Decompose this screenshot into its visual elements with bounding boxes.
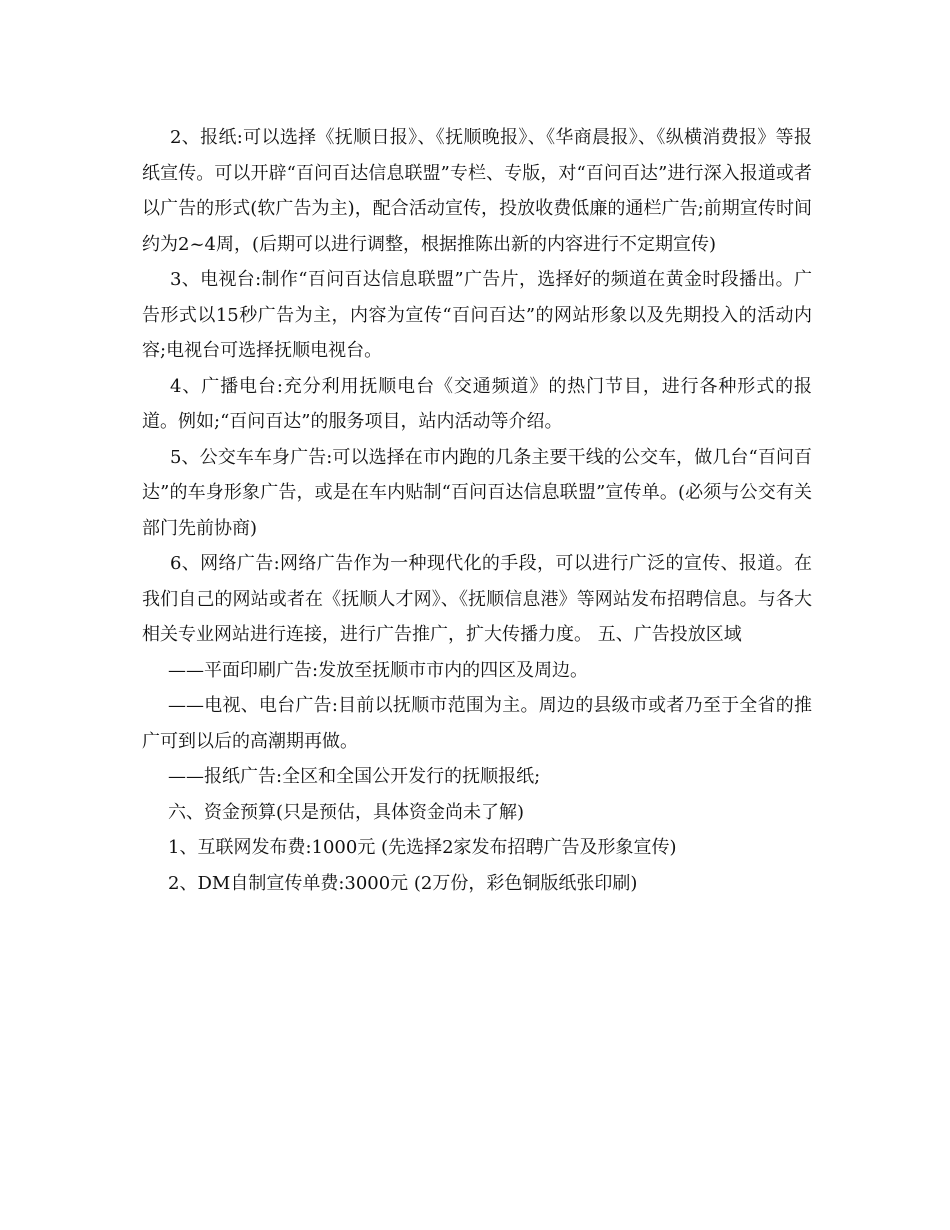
budget-item-dm-flyer: 2、DM自制宣传单费:3000元 (2万份，彩色铜版纸张印刷) — [168, 872, 638, 894]
paragraph-print-area: ——平面印刷广告:发放至抚顺市市内的四区及周边。 — [168, 659, 589, 681]
paragraph-online-ads: 6、网络广告:网络广告作为一种现代化的手段，可以进行广泛的宣传、报道。在我们自己的网站或者在《抚顺人才网》、《抚顺信息港》等网站发布招聘信息。与各大相关专业网站进行连接，进行广告推广，扩大传播力度。 五、广告投放区域 — [142, 553, 812, 645]
paragraph-television: 3、电视台:制作“百问百达信息联盟”广告片，选择好的频道在黄金时段播出。广告形式以15秒广告为主，内容为宣传“百问百达”的网站形象以及先期投入的活动内容;电视台可选择抚顺电视台。 — [142, 269, 812, 361]
paragraph-newspaper: 2、报纸:可以选择《抚顺日报》、《抚顺晚报》、《华商晨报》、《纵横消费报》等报纸宣传。可以开辟“百问百达信息联盟”专栏、专版，对“百问百达”进行深入报道或者以广告的形式(软广告为主)，配合活动宣传，投放收费低廉的通栏广告;前期宣传时间约为2~4周，(后期可以进行调整，根据推陈出新的内容进行不定期宣传) — [142, 127, 812, 255]
paragraph-radio: 4、广播电台:充分利用抚顺电台《交通频道》的热门节目，进行各种形式的报道。例如;“百问百达”的服务项目，站内活动等介绍。 — [142, 375, 812, 432]
section-heading-budget: 六、资金预算(只是预估，具体资金尚未了解) — [168, 801, 525, 823]
paragraph-newspaper-area: ——报纸广告:全区和全国公开发行的抚顺报纸; — [168, 766, 541, 787]
document-body — [142, 120, 812, 901]
paragraph-bus-ads: 5、公交车车身广告:可以选择在市内跑的几条主要干线的公交车，做几台“百问百达”的车身形象广告，或是在车内贴制“百问百达信息联盟”宣传单。(必须与公交有关部门先前协商) — [142, 446, 812, 539]
paragraph-tv-radio-area: ——电视、电台广告:目前以抚顺市范围为主。周边的县级市或者乃至于全省的推广可到以后的高潮期再做。 — [142, 695, 812, 752]
budget-item-internet: 1、互联网发布费:1000元 (先选择2家发布招聘广告及形象宣传) — [168, 837, 677, 858]
